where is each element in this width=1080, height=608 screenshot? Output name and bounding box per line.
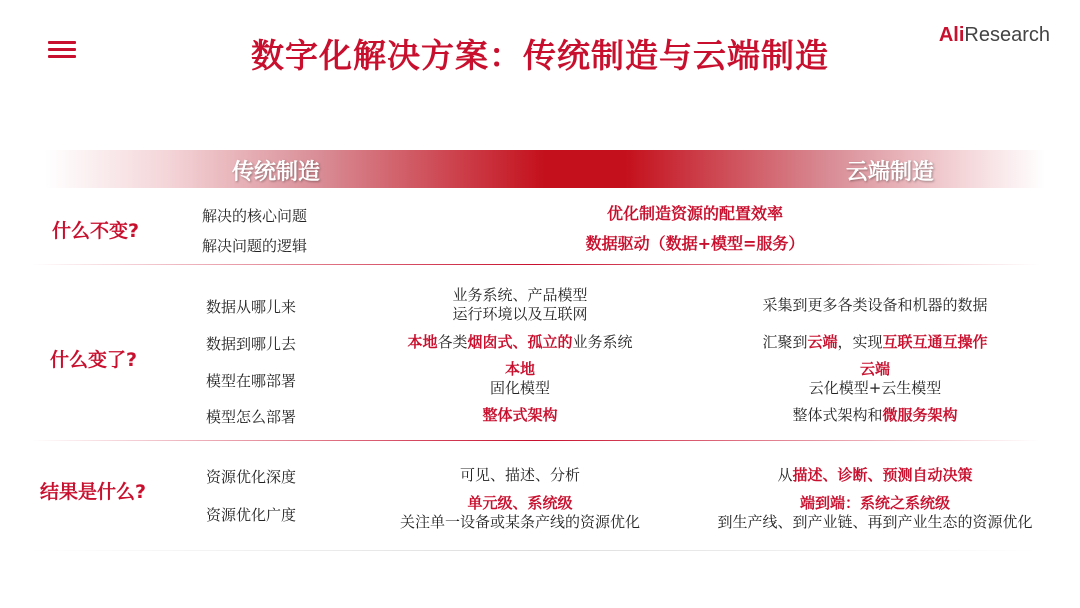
- trad-optimization-depth: 可见、描述、分析: [459, 466, 580, 484]
- section-label-changed: 什么变了?: [50, 349, 138, 371]
- shared-value-logic: 数据驱动（数据+模型=服务）: [585, 234, 805, 253]
- cloud-data-source: 采集到更多各类设备和机器的数据: [762, 296, 988, 314]
- cloud-data-destination: 汇聚到云端，实现互联互通互操作: [762, 333, 988, 351]
- row-label-logic: 解决问题的逻辑: [202, 237, 308, 255]
- row-label-model-deployment: 模型怎么部署: [206, 408, 297, 426]
- row-label-optimization-breadth: 资源优化广度: [206, 506, 297, 524]
- shared-value-core-problem: 优化制造资源的配置效率: [606, 204, 783, 223]
- cloud-model-location: 云端 云化模型+云生模型: [808, 360, 942, 397]
- row-label-optimization-depth: 资源优化深度: [206, 468, 297, 486]
- page-title: 数字化解决方案：传统制造与云端制造: [251, 36, 829, 75]
- divider-1: [30, 264, 1040, 265]
- trad-data-source: 业务系统、产品模型 运行环境以及互联网: [452, 286, 588, 323]
- section-label-unchanged: 什么不变?: [52, 220, 140, 242]
- trad-model-location: 本地 固化模型: [489, 360, 550, 397]
- aliresearch-logo: AliResearch: [938, 24, 1050, 46]
- cloud-model-deployment: 整体式架构和微服务架构: [792, 406, 958, 424]
- row-label-data-destination: 数据到哪儿去: [206, 335, 297, 353]
- row-label-data-source: 数据从哪儿来: [206, 298, 297, 316]
- trad-model-deployment: 整体式架构: [482, 406, 558, 424]
- column-header-traditional: 传统制造: [232, 160, 321, 185]
- divider-2: [30, 440, 1040, 441]
- row-label-model-location: 模型在哪部署: [206, 372, 297, 390]
- cloud-optimization-depth: 从描述、诊断、预测自动决策: [777, 466, 973, 484]
- section-label-result: 结果是什么?: [40, 481, 147, 503]
- trad-optimization-breadth: 单元级、系统级 关注单一设备或某条产线的资源优化: [399, 494, 640, 531]
- cloud-optimization-breadth: 端到端：系统之系统级 到生产线、到产业链、再到产业生态的资源优化: [717, 494, 1033, 531]
- column-header-cloud: 云端制造: [846, 160, 935, 185]
- trad-data-destination: 本地各类烟囱式、孤立的业务系统: [407, 333, 633, 351]
- row-label-core-problem: 解决的核心问题: [202, 207, 308, 225]
- divider-3: [30, 550, 1040, 551]
